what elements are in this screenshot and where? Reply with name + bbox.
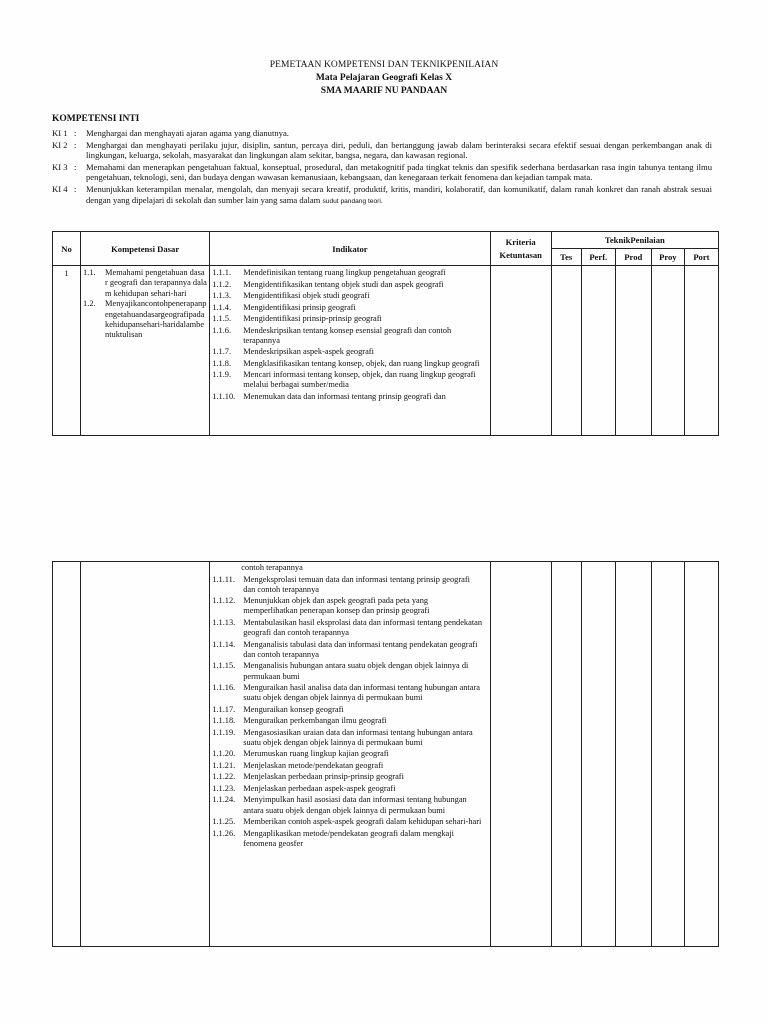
indikator-text: Mengeksprolasi temuan data dan informasi tentang prinsip geografi dan contoh terapannya — [243, 574, 470, 594]
indikator-text: Mentabulasikan hasil eksprolasi data dan informasi tentang pendekatan geografi dan contoh terapannya — [243, 617, 483, 638]
tes-cell — [551, 266, 581, 436]
indikator-text: Menganalisis tabulasi data dan informasi tentang pendekatan geografi dan contoh terapannya — [243, 639, 478, 659]
kompetensi-dasar-number: 1.1. — [83, 268, 96, 277]
prod-cell — [615, 562, 651, 947]
indikator-text: Mendeskripsikan aspek-aspek geografi — [243, 347, 374, 357]
indikator-item — [210, 326, 489, 346]
kriteria-cell — [490, 562, 551, 947]
document-header — [0, 59, 768, 98]
indikator-number: 1.1.6. — [212, 325, 232, 335]
document-school: SMA MAARIF NU PANDAAN — [320, 86, 448, 96]
indikator-item — [210, 359, 489, 369]
table-row — [53, 266, 719, 436]
indikator-item — [210, 314, 489, 324]
ki-separator: : — [74, 183, 77, 194]
indikator-text: Mengklasifikasikan tentang konsep, objek, dan ruang lingkup geografi — [243, 358, 480, 368]
indikator-item — [210, 575, 489, 595]
indikator-number: 1.1.19. — [212, 727, 236, 737]
indikator-text: Menganalisis hubungan antara suatu objek dengan objek lainnya di permukaan bumi — [243, 661, 469, 681]
col-header-indikator: Indikator — [210, 232, 490, 266]
indikator-number: 1.1.1. — [212, 268, 232, 277]
col-header-prod: Prod — [615, 249, 651, 266]
col-header-port: Port — [684, 249, 718, 266]
ki-item — [52, 184, 712, 207]
indikator-number: 1.1.2. — [212, 279, 232, 289]
indikator-text: Memberikan contoh aspek-aspek geografi dalam kehidupan sehari-hari — [243, 817, 482, 827]
table-row — [53, 562, 719, 947]
ki-code: KI 4 — [52, 183, 68, 194]
indikator-text: Menyimpulkan hasil asosiasi data dan informasi tentang hubungan antara suatu objek dengan objek lainnya di permukaan bumi — [243, 795, 467, 815]
indikator-item — [210, 749, 489, 759]
ki-text: Menghargai dan menghayati ajaran agama yang dianutnya. — [86, 128, 289, 138]
indikator-number: 1.1.13. — [212, 617, 236, 627]
indikator-number: 1.1.20. — [212, 749, 236, 759]
perf-cell — [581, 266, 615, 436]
ki-text-extra: sudut pandang teori. — [322, 197, 383, 205]
ki-item — [52, 140, 712, 161]
indikator-number: 1.1.15. — [212, 661, 236, 671]
col-header-teknik-penilaian: TeknikPenilaian — [551, 232, 718, 249]
indikator-item — [210, 761, 489, 771]
col-header-kompetensi-dasar: Kompetensi Dasar — [81, 232, 210, 266]
indikator-item — [210, 280, 489, 290]
ki-item — [52, 162, 712, 183]
ki-text: Menghargai dan menghayati perilaku jujur, disiplin, santun, percaya diri, peduli, dan bertanggung jawab dalam berinteraksi secara efektif sesuai dengan perkembangan anak di lingkungan, keluarga, sekolah, masyarakat dan lingkungan alam sekitar, bangsa, negara, dan kawasan regional. — [86, 139, 712, 161]
kriteria-cell — [490, 266, 551, 436]
indikator-number: 1.1.7. — [212, 347, 232, 357]
kompetensi-dasar-item — [81, 299, 207, 341]
indikator-text: Menjelaskan metode/pendekatan geografi — [243, 760, 384, 770]
indikator-item — [210, 661, 489, 681]
indikator-text: Mendeskripsikan tentang konsep esensial geografi dan contoh terapannya — [243, 325, 452, 345]
row-number-cell — [53, 562, 81, 947]
indikator-item — [210, 784, 489, 794]
indikator-item — [210, 347, 489, 357]
indikator-cell — [210, 562, 490, 947]
row-number: 1 — [53, 266, 81, 436]
indikator-number: 1.1.10. — [212, 391, 236, 401]
indikator-text: Mengasosiasikan uraian data dan informasi tentang hubungan antara suatu objek dengan objek lainnya di permukaan bumi — [243, 727, 473, 747]
indikator-number: 1.1.18. — [212, 716, 236, 726]
proy-cell — [651, 266, 684, 436]
indikator-item — [210, 716, 489, 726]
indikator-item — [210, 728, 489, 748]
ki-code: KI 1 — [52, 128, 68, 138]
indikator-continuation: contoh terapannya — [241, 563, 303, 572]
indikator-text: Mencari informasi tentang konsep, objek, dan ruang lingkup geografi melalui berbagai sumber/media — [243, 370, 476, 390]
document-title: PEMETAAN KOMPETENSI DAN TEKNIKPENILAIAN — [269, 60, 499, 70]
indikator-item — [210, 772, 489, 782]
kompetensi-dasar-list — [81, 266, 209, 341]
indikator-item — [210, 829, 489, 849]
indikator-text: Menguraikan perkembangan ilmu geografi — [243, 716, 387, 726]
port-cell — [684, 562, 718, 947]
indikator-text: Menunjukkan objek dan aspek geografi pada peta yang memperlihatkan penerapan konsep dan prinsip geografi — [243, 596, 430, 616]
kompetensi-dasar-text: Memahami pengetahuan dasar geografi dan terapannya dalam kehidupan sehari-hari — [105, 268, 207, 298]
indikator-number: 1.1.23. — [212, 783, 236, 793]
indikator-item — [210, 795, 489, 815]
col-header-perf: Perf. — [581, 249, 615, 266]
kompetensi-dasar-cell — [81, 562, 210, 947]
indikator-item — [210, 817, 489, 827]
indikator-item — [210, 596, 489, 616]
col-header-kriteria-line2: Ketuntasan — [499, 249, 542, 260]
indikator-number: 1.1.3. — [212, 291, 232, 300]
kompetensi-dasar-cell — [81, 266, 210, 436]
kompetensi-dasar-item — [81, 268, 207, 299]
indikator-cell — [210, 266, 490, 436]
indikator-item — [210, 291, 489, 301]
indikator-number: 1.1.11. — [212, 574, 235, 584]
indikator-number: 1.1.21. — [212, 760, 236, 770]
indikator-list — [210, 575, 489, 850]
indikator-number: 1.1.16. — [212, 683, 236, 693]
competency-table — [52, 231, 719, 436]
indikator-text: Merumuskan ruang lingkup kajian geografi — [243, 749, 389, 759]
indikator-item — [210, 705, 489, 715]
ki-text — [86, 184, 712, 207]
indikator-list — [210, 266, 489, 402]
kompetensi-inti-list — [52, 128, 712, 208]
indikator-text: Menguraikan konsep geografi — [243, 704, 344, 714]
indikator-item — [210, 683, 489, 703]
ki-text: Memahami dan menerapkan pengetahuan faktual, konseptual, prosedural, dan metakognitif pada tingkat teknis dan spesifik sederhana berdasarkan rasa ingin tahunya tentang ilmu pengetahuan, teknologi, seni, dan budaya dengan wawasan kemanusiaan, kebangsaan, dan kenegaraan terkait fenomena dan kejadian tampak mata. — [86, 161, 712, 183]
indikator-text: Mengidentifikasi objek studi geografi — [243, 291, 370, 300]
col-header-proy: Proy — [651, 249, 684, 266]
proy-cell — [651, 562, 684, 947]
indikator-item — [210, 392, 489, 402]
kompetensi-dasar-number: 1.2. — [83, 299, 96, 309]
indikator-item — [210, 370, 489, 390]
indikator-number: 1.1.4. — [212, 302, 232, 312]
col-header-no: No — [53, 232, 81, 266]
perf-cell — [581, 562, 615, 947]
indikator-number: 1.1.14. — [212, 639, 236, 649]
kompetensi-dasar-text: Menyajikancontohpenerapanpengetahuandasargeografipadakehidupansehari-haridalambentuktulisan — [105, 299, 207, 340]
indikator-text: Menjelaskan perbedaan prinsip-prinsip geografi — [243, 772, 404, 782]
col-header-kriteria-line1: Kriteria — [505, 236, 536, 247]
indikator-number: 1.1.25. — [212, 817, 236, 827]
indikator-text: Menjelaskan perbedaan aspek-aspek geografi — [243, 783, 396, 793]
indikator-number: 1.1.9. — [212, 370, 232, 380]
indikator-text: Mengidentifikasi prinsip-prinsip geografi — [243, 314, 382, 323]
col-header-tes: Tes — [551, 249, 581, 266]
tes-cell — [551, 562, 581, 947]
competency-table-continued — [52, 561, 719, 947]
prod-cell — [615, 266, 651, 436]
indikator-number: 1.1.12. — [212, 596, 236, 606]
indikator-text: Mengidentifikasi prinsip geografi — [243, 302, 356, 312]
indikator-number: 1.1.24. — [212, 795, 236, 805]
indikator-number: 1.1.22. — [212, 772, 236, 782]
port-cell — [684, 266, 718, 436]
ki-separator: : — [74, 139, 77, 150]
indikator-number: 1.1.17. — [212, 704, 236, 714]
indikator-number: 1.1.5. — [212, 314, 232, 323]
indikator-item — [210, 618, 489, 638]
ki-separator: : — [74, 128, 77, 138]
indikator-item — [210, 640, 489, 660]
indikator-text: Mengidentifikasikan tentang objek studi dan aspek geografi — [243, 279, 444, 289]
indikator-text: Mendefinisikan tentang ruang lingkup pengetahuan geografi — [243, 268, 446, 277]
ki-code: KI 2 — [52, 139, 68, 150]
ki-code: KI 3 — [52, 161, 68, 172]
col-header-kriteria — [490, 232, 551, 266]
ki-separator: : — [74, 161, 77, 172]
indikator-item — [210, 303, 489, 313]
ki-text-main: Menunjukkan keterampilan menalar, mengolah, dan menyaji secara kreatif, produktif, kritis, mandiri, kolaboratif, dan komunikatif, dalam ranah konkret dan ranah abstrak sesuai dengan yang dipelajari di sekolah dan sumber lain yang sama dalam — [86, 183, 712, 205]
ki-item — [52, 128, 712, 139]
indikator-item — [210, 268, 489, 278]
indikator-number: 1.1.26. — [212, 828, 236, 838]
kompetensi-inti-heading: KOMPETENSI INTI — [52, 114, 140, 124]
indikator-text: Menguraikan hasil analisa data dan informasi tentang hubungan antara suatu objek dengan objek lainnya di permukaan bumi — [243, 683, 480, 703]
indikator-text: Menemukan data dan informasi tentang prinsip geografi dan — [243, 391, 446, 401]
indikator-text: Mengaplikasikan metode/pendekatan geografi dalam mengkaji fenomena geosfer — [243, 828, 454, 848]
document-subject: Mata Pelajaran Geografi Kelas X — [315, 73, 453, 83]
indikator-number: 1.1.8. — [212, 358, 232, 368]
